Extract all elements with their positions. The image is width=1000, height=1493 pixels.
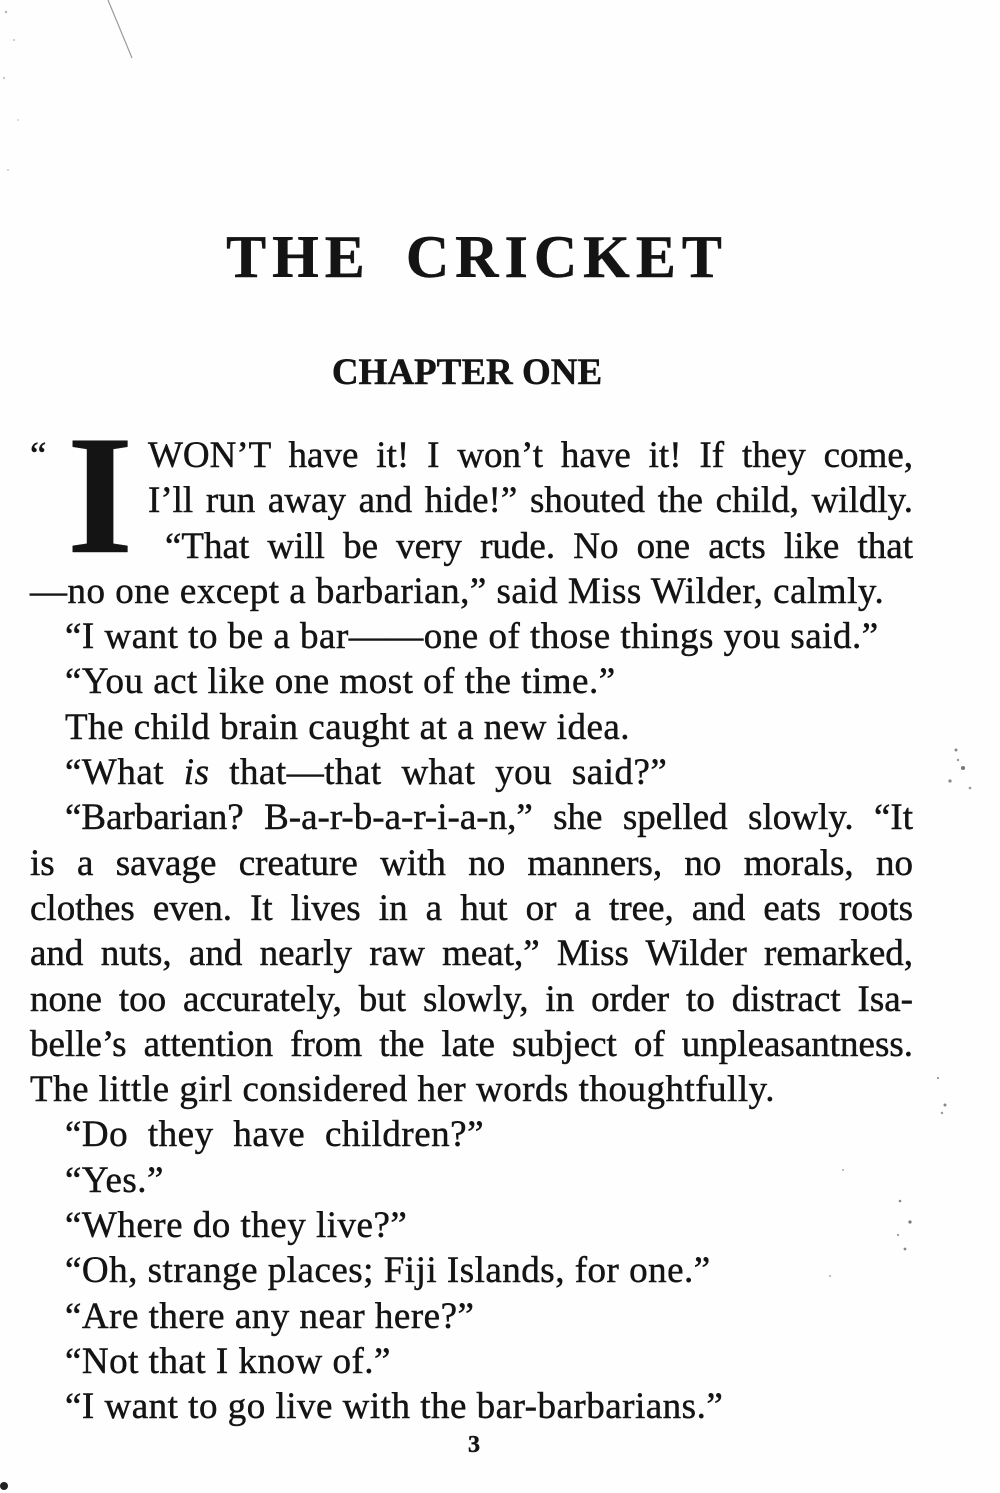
page-number: 3 bbox=[468, 1432, 480, 1458]
text-line: none too accurately, but slowly, in order to distract Isa- bbox=[30, 978, 913, 1020]
text-line: “Barbarian? B-a-r-b-a-r-i-a-n,” she spelled slowly. “It bbox=[65, 797, 913, 839]
text-line: The child brain caught at a new idea. bbox=[65, 706, 631, 748]
text-line: “Yes.” bbox=[65, 1159, 164, 1201]
text-line: WON’T have it! I won’t have it! If they come, bbox=[148, 435, 913, 476]
scan-speck bbox=[13, 39, 15, 41]
text-line: “Oh, strange places; Fiji Islands, for one.” bbox=[65, 1250, 711, 1292]
scan-speck bbox=[17, 119, 19, 121]
text-line: “I want to be a bar——one of those things you said.” bbox=[65, 616, 879, 658]
book-title: THE CRICKET bbox=[226, 224, 728, 290]
text-line bbox=[65, 750, 913, 795]
opening-quote: “ bbox=[30, 435, 47, 476]
scan-speck bbox=[7, 169, 9, 171]
body-text bbox=[0, 433, 1000, 1430]
scan-scratch bbox=[108, 0, 132, 58]
text-segment: that—that what you said?” bbox=[209, 752, 668, 794]
text-line: “Not that I know of.” bbox=[65, 1340, 391, 1382]
chapter-heading: CHAPTER ONE bbox=[331, 352, 603, 393]
text-line: “That will be very rude. No one acts like that bbox=[165, 525, 913, 567]
text-line: is a savage creature with no manners, no morals, no bbox=[30, 842, 913, 884]
text-line: The little girl considered her words thoughtfully. bbox=[30, 1069, 775, 1111]
text-line: “I want to go live with the bar-barbarians.” bbox=[65, 1386, 724, 1428]
text-line: clothes even. It lives in a hut or a tree, and eats roots bbox=[30, 887, 913, 929]
italic-emphasis: is bbox=[183, 752, 210, 794]
text-line: “Where do they live?” bbox=[65, 1205, 408, 1247]
scan-speck bbox=[0, 1482, 8, 1490]
text-line: and nuts, and nearly raw meat,” Miss Wilder remarked, bbox=[30, 933, 913, 975]
text-line: “You act like one most of the time.” bbox=[65, 661, 616, 703]
text-line: “Do they have children?” bbox=[65, 1114, 485, 1156]
text-segment: “What bbox=[65, 752, 184, 794]
text-line: belle’s attention from the late subject of unpleasantness. bbox=[30, 1023, 913, 1065]
scan-speck bbox=[5, 11, 7, 13]
drop-cap: I bbox=[67, 401, 134, 589]
text-line: I’ll run away and hide!” shouted the child, wildly. bbox=[148, 480, 913, 522]
text-line: —no one except a barbarian,” said Miss Wilder, calmly. bbox=[30, 570, 885, 612]
text-line: “Are there any near here?” bbox=[65, 1295, 475, 1337]
scan-speck bbox=[3, 77, 5, 79]
